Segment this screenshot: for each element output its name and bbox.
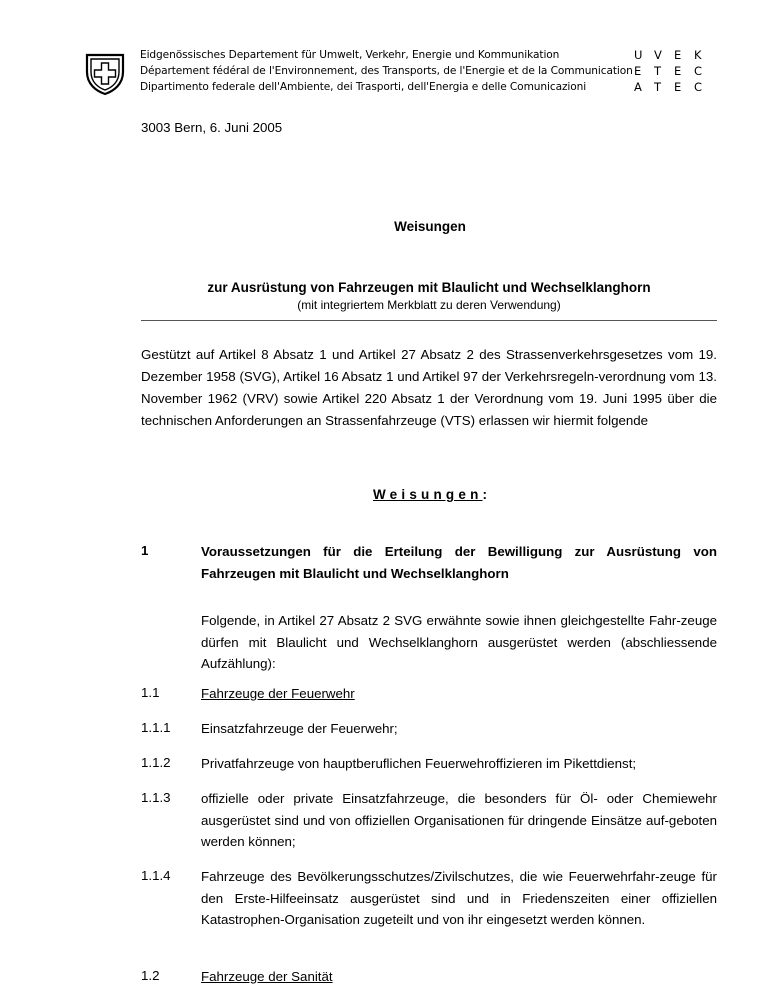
department-name-fr: Département fédéral de l'Environnement, des Transports, de l'Energie et de la Communication — [140, 65, 633, 77]
department-name-it: Dipartimento federale dell'Ambiente, dei Trasporti, dell'Energia e delle Comunicazioni — [140, 81, 587, 93]
section-body: Folgende, in Artikel 27 Absatz 2 SVG erwähnte sowie ihnen gleichgestellte Fahr-zeuge dürfen mit Blaulicht und Wechselklanghorn ausgerüstet werden (abschliessende Aufzählung): — [201, 613, 717, 671]
section-number: 1.1.3 — [141, 790, 171, 805]
document-title: Weisungen — [394, 219, 466, 234]
section-item: Privatfahrzeuge von hauptberuflichen Feuerwehroffizieren im Pikettdienst; — [201, 756, 637, 771]
department-abbreviations — [634, 47, 714, 95]
dateline: 3003 Bern, 6. Juni 2005 — [141, 120, 283, 135]
section-number: 1.2 — [141, 968, 160, 983]
section-number: 1.1.1 — [141, 720, 171, 735]
abbr-letter: E — [674, 80, 682, 94]
abbr-letter: A — [634, 80, 642, 94]
document-subtitle-note: (mit integriertem Merkblatt zu deren Verwendung) — [297, 298, 561, 312]
section-title: Fahrzeuge der Feuerwehr — [201, 686, 355, 701]
abbreviation-de — [634, 47, 714, 63]
abbr-letter: C — [694, 64, 703, 78]
title-divider — [141, 320, 717, 321]
abbr-letter: T — [654, 64, 662, 78]
section-title: Fahrzeuge der Sanität — [201, 969, 333, 984]
abbr-letter: E — [674, 64, 682, 78]
abbreviation-fr — [634, 63, 714, 79]
abbr-letter: E — [634, 64, 642, 78]
section-number: 1.1 — [141, 685, 160, 700]
abbr-letter: U — [634, 48, 643, 62]
abbr-letter: C — [694, 80, 703, 94]
department-name-de: Eidgenössisches Departement für Umwelt, Verkehr, Energie und Kommunikation — [140, 49, 560, 61]
section-item: offizielle oder private Einsatzfahrzeuge, die besonders für Öl- oder Chemiewehr ausgerüstet sind und von offiziellen Organisationen für dringende Einsätze auf-geboten werden können; — [201, 791, 717, 849]
weisungen-heading — [0, 487, 768, 502]
section-item: Einsatzfahrzeuge der Feuerwehr; — [201, 721, 398, 736]
weisungen-heading-colon: : — [482, 487, 488, 502]
abbr-letter: E — [674, 48, 682, 62]
abbr-letter: K — [694, 48, 702, 62]
section-number: 1 — [141, 543, 149, 558]
section-number: 1.1.4 — [141, 868, 171, 883]
section-item: Fahrzeuge des Bevölkerungsschutzes/Zivilschutzes, die wie Feuerwehrfahr-zeuge für den Erste-Hilfeeinsatz ausgerüstet sind und in Friedenszeiten einer offiziellen Katastrophen-Organisation zugeteilt und von ihr eingesetzt werden können. — [201, 869, 717, 927]
intro-paragraph: Gestützt auf Artikel 8 Absatz 1 und Artikel 27 Absatz 2 des Strassenverkehrsgesetzes vom 19. Dezember 1958 (SVG), Artikel 16 Absatz 1 und Artikel 97 der Verkehrsregeln-verordnung vom 13. November 1962 (VRV) sowie Artikel 220 Absatz 1 der Verordnung vom 19. Juni 1995 über die technischen Anforderungen an Strassenfahrzeuge (VTS) erlassen wir hiermit folgende — [141, 347, 717, 428]
abbreviation-it — [634, 79, 714, 95]
weisungen-heading-text: Weisungen — [372, 487, 483, 502]
department-names — [140, 47, 633, 95]
section-title: Voraussetzungen für die Erteilung der Bewilligung zur Ausrüstung von Fahrzeugen mit Blaulicht und Wechselklanghorn — [201, 544, 717, 581]
section-number: 1.1.2 — [141, 755, 171, 770]
abbr-letter: V — [654, 48, 662, 62]
document-subtitle: zur Ausrüstung von Fahrzeugen mit Blaulicht und Wechselklanghorn — [207, 280, 651, 295]
swiss-coat-of-arms-icon — [84, 52, 126, 96]
abbr-letter: T — [654, 80, 662, 94]
